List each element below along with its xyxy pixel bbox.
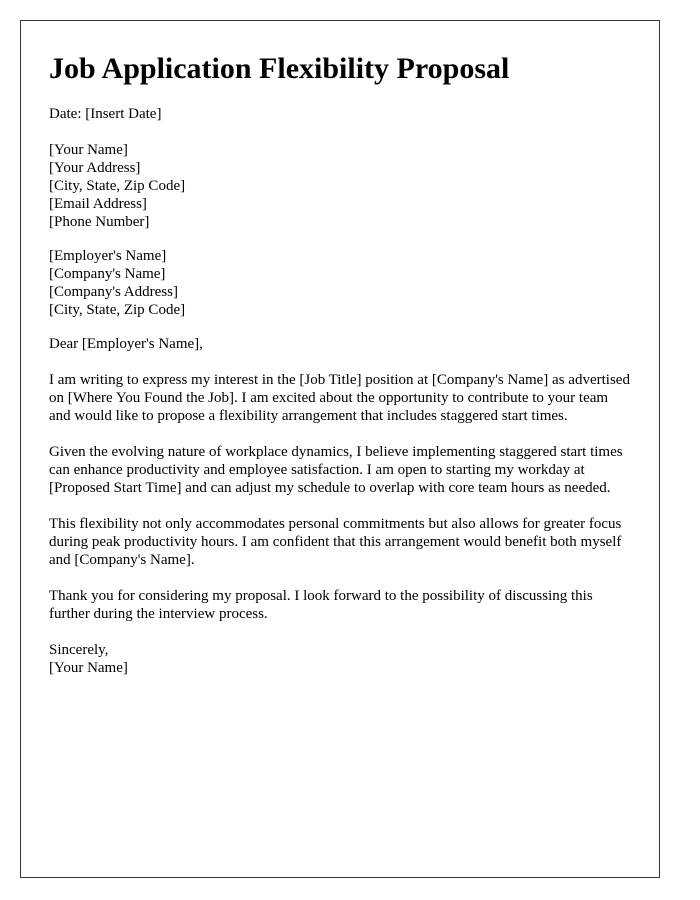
sender-phone: [Phone Number] bbox=[49, 214, 150, 230]
sender-city-state-zip: [City, State, Zip Code] bbox=[49, 178, 186, 194]
recipient-city-state-zip: [City, State, Zip Code] bbox=[49, 302, 186, 318]
body-paragraph: Thank you for considering my proposal. I look forward to the possibility of discussing this further during the interview process. bbox=[49, 588, 593, 622]
page-title: Job Application Flexibility Proposal bbox=[49, 52, 510, 85]
closing-block bbox=[49, 641, 631, 677]
recipient-address-block bbox=[49, 247, 631, 319]
sender-address: [Your Address] bbox=[49, 160, 141, 176]
body-paragraph: I am writing to express my interest in the [Job Title] position at [Company's Name] as advertised on [Where You Found the Job]. I am excited about the opportunity to contribute to your team and would like to propose a flexibility arrangement that includes staggered start times. bbox=[49, 372, 630, 424]
recipient-company: [Company's Name] bbox=[49, 266, 166, 282]
recipient-company-address: [Company's Address] bbox=[49, 284, 178, 300]
sender-email: [Email Address] bbox=[49, 196, 147, 212]
sender-address-block bbox=[49, 141, 631, 231]
recipient-name: [Employer's Name] bbox=[49, 248, 167, 264]
closing: Sincerely, bbox=[49, 642, 109, 658]
sender-name: [Your Name] bbox=[49, 142, 128, 158]
body-paragraph: This flexibility not only accommodates personal commitments but also allows for greater focus during peak productivity hours. I am confident that this arrangement would benefit both myself and [Company's Name]. bbox=[49, 516, 622, 568]
signature: [Your Name] bbox=[49, 660, 128, 676]
letter-page bbox=[20, 20, 660, 878]
body-paragraph: Given the evolving nature of workplace dynamics, I believe implementing staggered start times can enhance productivity and employee satisfaction. I am open to starting my workday at [Proposed Start Time] and can adjust my schedule to overlap with core team hours as needed. bbox=[49, 444, 623, 496]
salutation: Dear [Employer's Name], bbox=[49, 336, 203, 352]
date-line: Date: [Insert Date] bbox=[49, 106, 162, 122]
